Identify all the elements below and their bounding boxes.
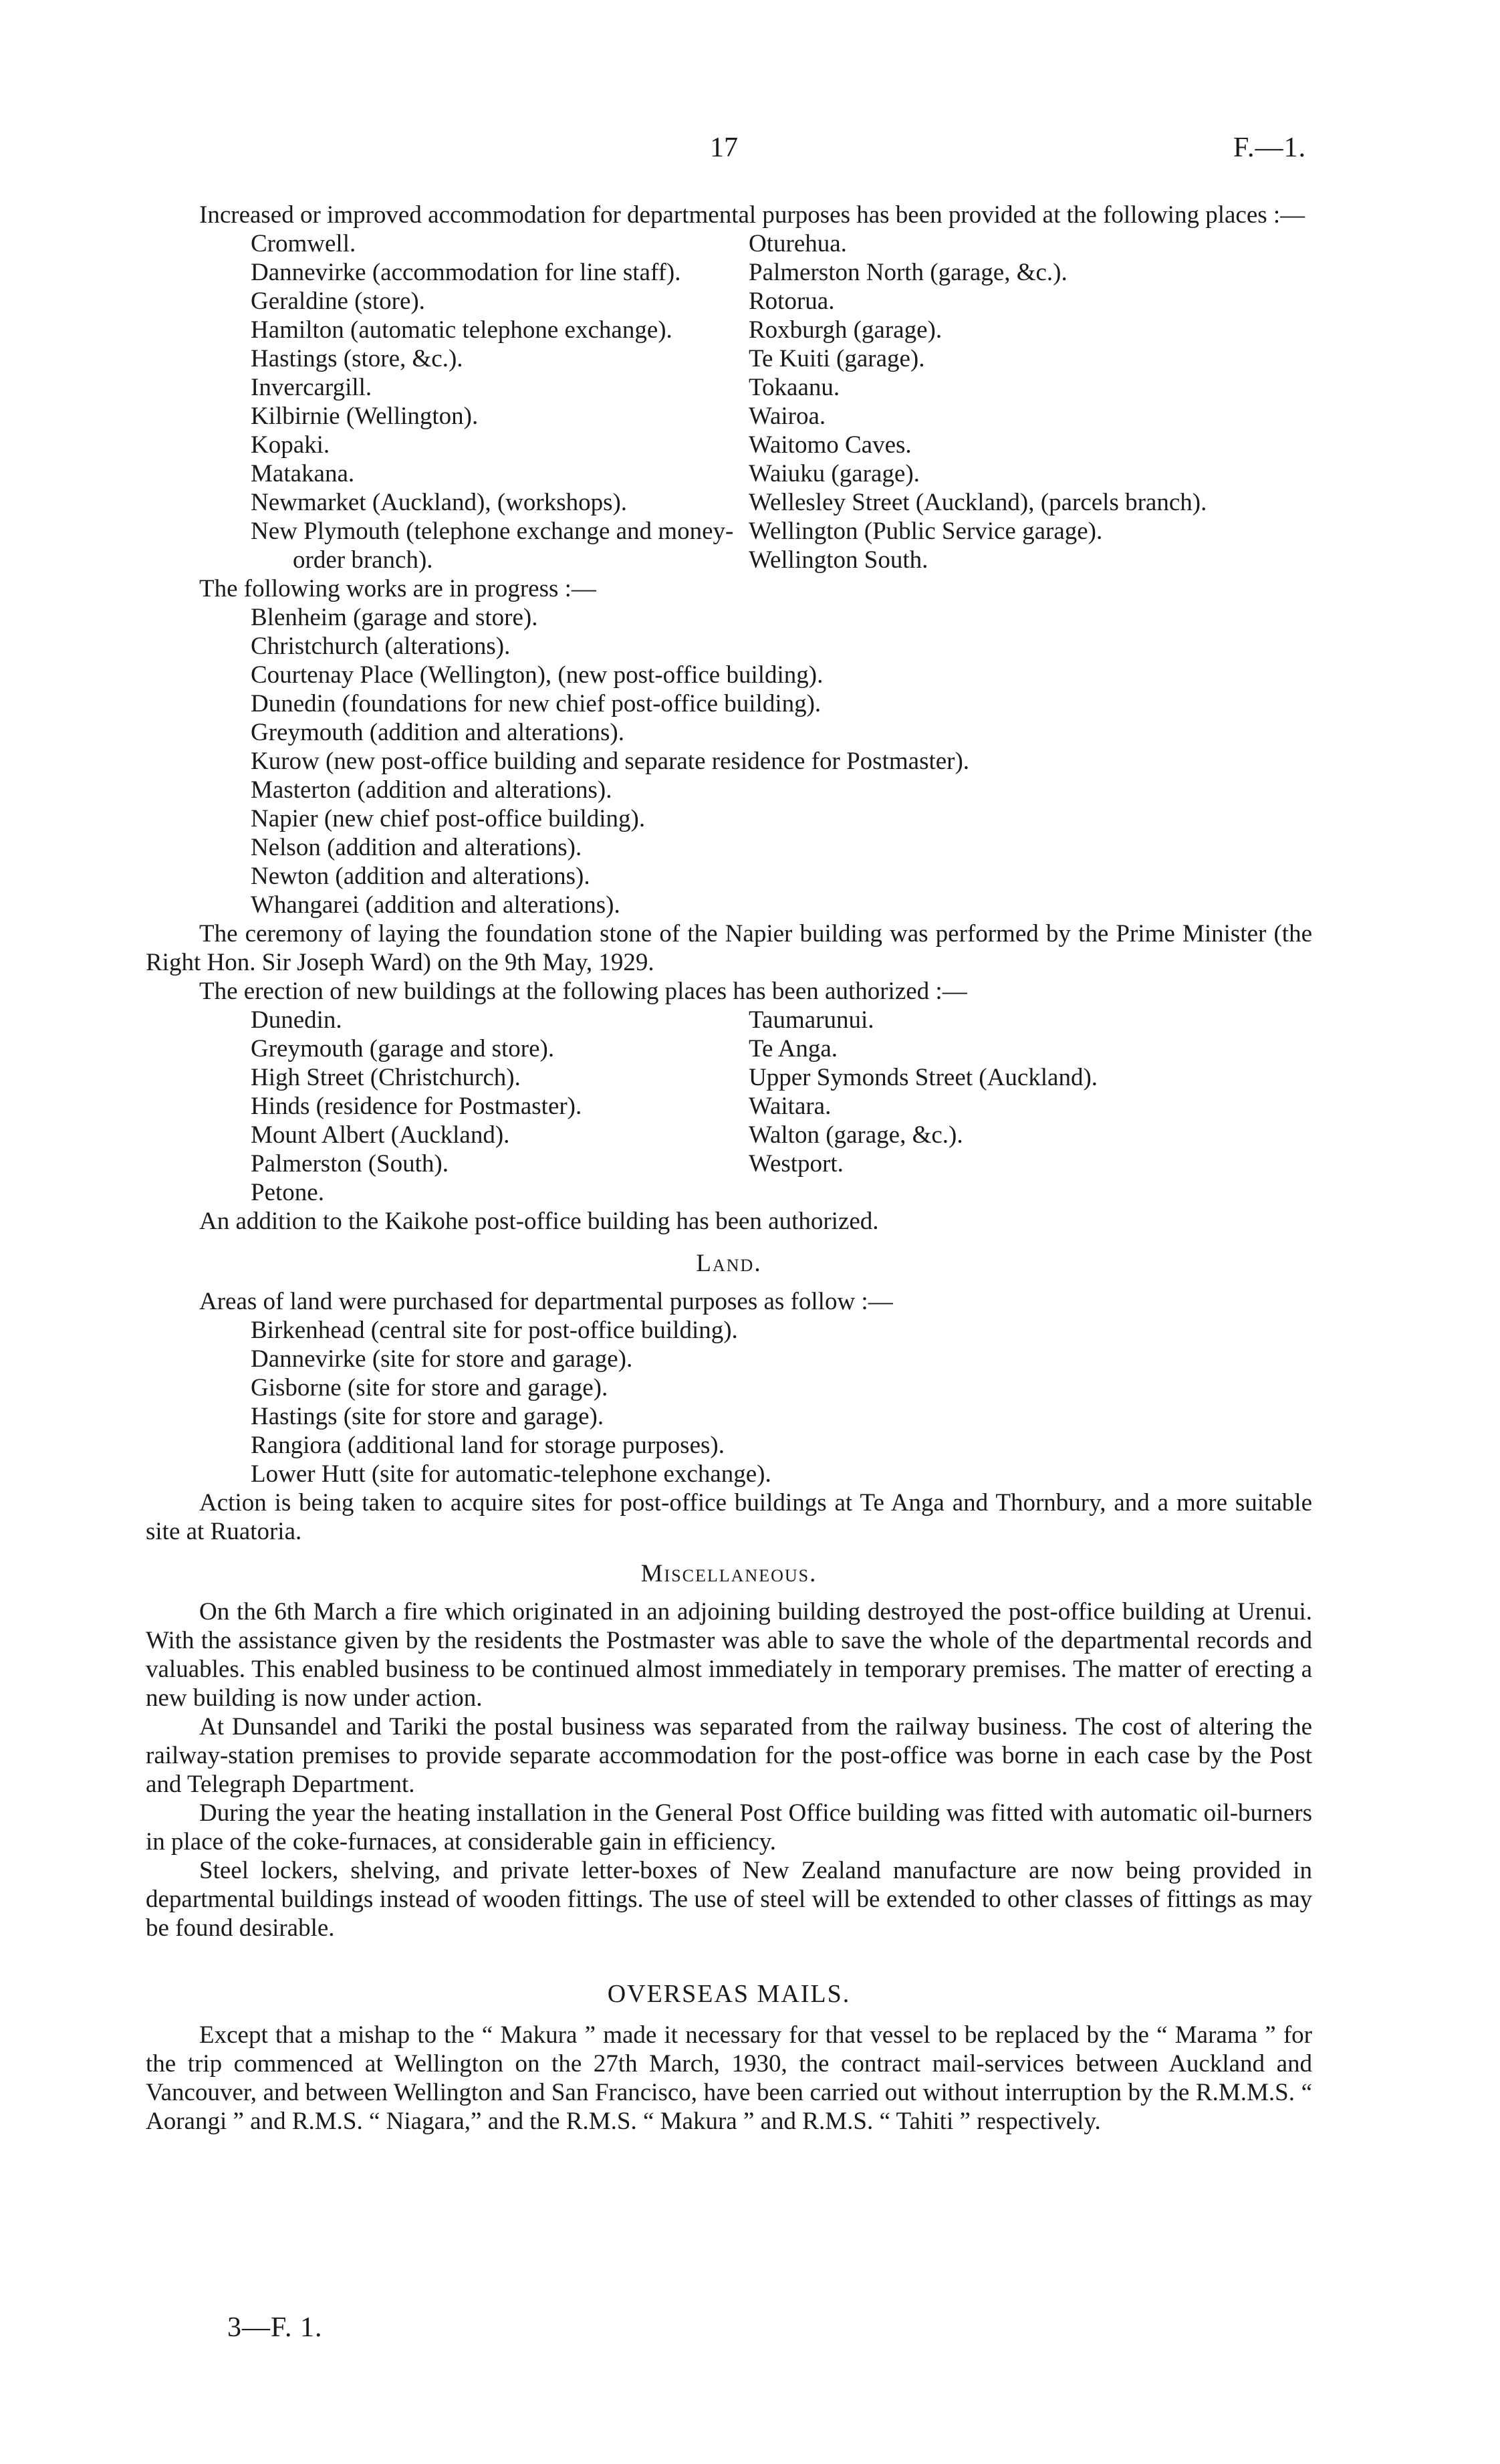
list-item: Dannevirke (accommodation for line staff). bbox=[251, 259, 681, 286]
list-item: Petone. bbox=[251, 1179, 324, 1206]
list-item: Wellington (Public Service garage). bbox=[749, 518, 1103, 545]
list-item: Wellington South. bbox=[749, 546, 928, 574]
list-item: Birkenhead (central site for post-office building). bbox=[251, 1317, 738, 1344]
list-item: Dunedin. bbox=[251, 1006, 342, 1034]
list-item: Invercargill. bbox=[251, 374, 372, 401]
misc-paragraph: Steel lockers, shelving, and private letter-boxes of New Zealand manufacture are now being provided in departmental buildings instead of wooden fittings. The use of steel will be extended to other classes of fittings as may be found desirable. bbox=[146, 1857, 1312, 1942]
miscellaneous-heading: Miscellaneous. bbox=[640, 1560, 818, 1587]
list-item: Napier (new chief post-office building). bbox=[251, 805, 646, 832]
list-item: Walton (garage, &c.). bbox=[749, 1121, 963, 1149]
list-item: Palmerston North (garage, &c.). bbox=[749, 259, 1068, 286]
misc-paragraph: On the 6th March a fire which originated in an adjoining building destroyed the post-office building at Urenui. With the assistance given by the residents the Postmaster was able to save the whole of the departmental records and valuables. This enabled business to be continued almost immediately in temporary premises. The matter of erecting a new building is now under action. bbox=[146, 1598, 1312, 1712]
authorized-right-column bbox=[749, 1006, 1417, 1207]
misc-paragraph: At Dunsandel and Tariki the postal business was separated from the railway business. The cost of altering the railway-station premises to provide separate accommodation for the post-office was borne in each case by the Post and Telegraph Department. bbox=[146, 1713, 1312, 1798]
kaikohe-paragraph: An addition to the Kaikohe post-office building has been authorized. bbox=[199, 1208, 879, 1235]
list-item: Cromwell. bbox=[251, 230, 356, 257]
accommodation-right-column bbox=[749, 229, 1417, 574]
list-item: Matakana. bbox=[251, 460, 355, 487]
list-item: Newton (addition and alterations). bbox=[251, 863, 590, 890]
list-item: Greymouth (addition and alterations). bbox=[251, 719, 624, 746]
page-footer-signature: 3—F. 1. bbox=[227, 2312, 323, 2343]
page-body bbox=[146, 201, 1312, 2136]
list-item: Waitomo Caves. bbox=[749, 431, 912, 459]
list-item: Greymouth (garage and store). bbox=[251, 1035, 555, 1062]
page-header bbox=[0, 134, 1500, 174]
list-item: Waiuku (garage). bbox=[749, 460, 920, 487]
list-item: Newmarket (Auckland), (workshops). bbox=[251, 489, 628, 516]
list-item: Hinds (residence for Postmaster). bbox=[251, 1093, 582, 1120]
list-item: Rotorua. bbox=[749, 288, 835, 315]
accommodation-intro: Increased or improved accommodation for departmental purposes has been provided at the following places :— bbox=[199, 201, 1305, 229]
list-item: Dannevirke (site for store and garage). bbox=[251, 1345, 633, 1373]
overseas-mails-heading: OVERSEAS MAILS. bbox=[607, 1980, 851, 2008]
list-item: Gisborne (site for store and garage). bbox=[251, 1374, 608, 1402]
misc-paragraph: During the year the heating installation in the General Post Office building was fitted with automatic oil-burners in place of the coke-furnaces, at considerable gain in efficiency. bbox=[146, 1799, 1312, 1856]
list-item: Te Anga. bbox=[749, 1035, 838, 1062]
list-item: Masterton (addition and alterations). bbox=[251, 776, 612, 804]
list-item: Nelson (addition and alterations). bbox=[251, 834, 582, 861]
list-item: Westport. bbox=[749, 1150, 844, 1178]
list-item: Dunedin (foundations for new chief post-office building). bbox=[251, 690, 822, 717]
list-item: Lower Hutt (site for automatic-telephone exchange). bbox=[251, 1460, 771, 1488]
list-item: Whangarei (addition and alterations). bbox=[251, 891, 620, 919]
list-item: Te Kuiti (garage). bbox=[749, 345, 925, 372]
list-item: Kopaki. bbox=[251, 431, 330, 459]
list-item: Waitara. bbox=[749, 1093, 832, 1120]
list-item: Courtenay Place (Wellington), (new post-office building). bbox=[251, 661, 824, 689]
list-item: Taumarunui. bbox=[749, 1006, 874, 1034]
overseas-paragraph: Except that a mishap to the “ Makura ” made it necessary for that vessel to be replaced by the “ Marama ” for the trip commenced at Wellington on the 27th March, 1930, the contract mail-services between Auckland and Vancouver, and between Wellington and San Francisco, have been carried out without interruption by the R.M.M.S. “ Aorangi ” and R.M.S. “ Niagara,” and the R.M.S. “ Makura ” and R.M.S. “ Tahiti ” respectively. bbox=[146, 2021, 1312, 2135]
list-item: High Street (Christchurch). bbox=[251, 1064, 521, 1091]
list-item: Oturehua. bbox=[749, 230, 847, 257]
accommodation-list bbox=[146, 229, 1312, 574]
list-item: Hastings (site for store and garage). bbox=[251, 1403, 604, 1430]
authorized-list bbox=[146, 1006, 1312, 1207]
list-item: New Plymouth (telephone exchange and money-order branch). bbox=[251, 518, 734, 574]
list-item: Wairoa. bbox=[749, 403, 826, 430]
progress-list bbox=[146, 603, 1312, 919]
list-item: Palmerston (South). bbox=[251, 1150, 449, 1178]
progress-intro: The following works are in progress :— bbox=[199, 575, 596, 602]
list-item: Kurow (new post-office building and separate residence for Postmaster). bbox=[251, 748, 970, 775]
list-item: Geraldine (store). bbox=[251, 288, 425, 315]
document-reference: F.—1. bbox=[1233, 132, 1306, 163]
list-item: Hamilton (automatic telephone exchange). bbox=[251, 316, 672, 344]
list-item: Roxburgh (garage). bbox=[749, 316, 943, 344]
land-action-paragraph: Action is being taken to acquire sites for post-office buildings at Te Anga and Thornbury, and a more suitable site at Ruatoria. bbox=[146, 1489, 1312, 1545]
ceremony-paragraph: The ceremony of laying the foundation stone of the Napier building was performed by the Prime Minister (the Right Hon. Sir Joseph Ward) on the 9th May, 1929. bbox=[146, 920, 1312, 976]
page-number: 17 bbox=[710, 132, 738, 163]
land-intro: Areas of land were purchased for departmental purposes as follow :— bbox=[199, 1288, 893, 1315]
list-item: Hastings (store, &c.). bbox=[251, 345, 463, 372]
accommodation-left-column bbox=[251, 229, 749, 574]
list-item: Christchurch (alterations). bbox=[251, 633, 511, 660]
list-item: Wellesley Street (Auckland), (parcels branch). bbox=[749, 489, 1207, 516]
list-item: Mount Albert (Auckland). bbox=[251, 1121, 510, 1149]
land-list bbox=[146, 1316, 1312, 1488]
list-item: Tokaanu. bbox=[749, 374, 840, 401]
authorized-intro: The erection of new buildings at the following places has been authorized :— bbox=[199, 978, 967, 1005]
authorized-left-column bbox=[251, 1006, 749, 1207]
list-item: Upper Symonds Street (Auckland). bbox=[749, 1064, 1098, 1091]
list-item: Kilbirnie (Wellington). bbox=[251, 403, 479, 430]
list-item: Rangiora (additional land for storage purposes). bbox=[251, 1432, 725, 1459]
list-item: Blenheim (garage and store). bbox=[251, 604, 538, 631]
land-heading: Land. bbox=[696, 1250, 762, 1277]
